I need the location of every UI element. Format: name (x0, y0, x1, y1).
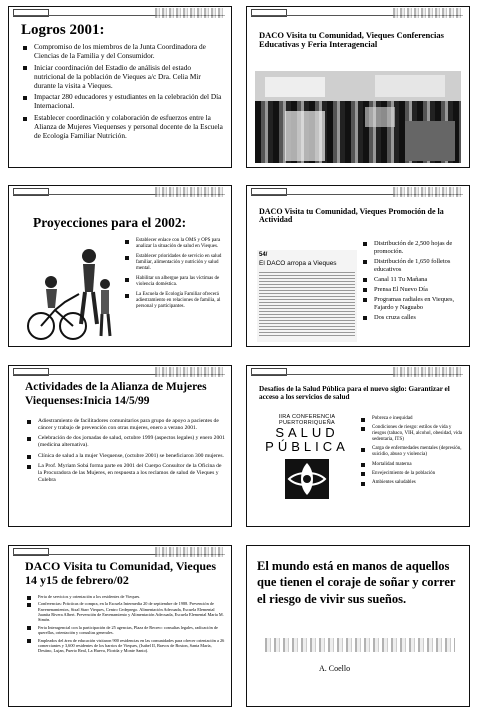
list-item: Establecer enlace con la OMS y OPS para analizar la situación de salud en Vieques. (125, 238, 225, 250)
bullet-list (27, 594, 225, 654)
quote-text: El mundo está en manos de aquellos que tienen el coraje de soñar y correr el riesgo de vivir sus sueños. (257, 559, 456, 606)
list-item: Distribución de 2,500 hojas de promoción. (363, 240, 465, 256)
slide-header-decoration (247, 186, 469, 198)
slide-title: DACO Visita tu Comunidad, Vieques Promoción de la Actividad (259, 207, 444, 225)
list-item: Impactar 280 educadores y estudiantes en la celebración del Día Internacional. (23, 93, 223, 111)
event-photo (255, 71, 461, 163)
bullet-list (363, 240, 465, 322)
salud-publica-logo (261, 414, 353, 520)
logo-line: SALUD (275, 425, 339, 440)
list-item: Feria Interagencial con la participación de 25 agencias, Plaza de Recreo: consultas legales, radicación de querellas, orientación y consultas generales. (27, 625, 225, 636)
slide-desafios (246, 365, 470, 527)
list-item: Celebración de dos jornadas de salud, octubre 1999 (aspectos legales) y enero 2001 (medicina alternativa). (27, 435, 225, 449)
slide-quote (246, 545, 470, 707)
list-item: Ambientes saludables (361, 480, 465, 486)
slide-title: DACO Visita tu Comunidad, Vieques Conferencias Educativas y Feria Interagencial (259, 30, 444, 49)
slide-daco-febrero (8, 545, 232, 707)
slide-header-decoration (9, 366, 231, 378)
list-item: Empleados del área de educación visitaron 900 residencias en las comunidades para ofrecer orientación a 26 comerciantes y 3,600 residentes de los barrios de Vieques, (Isabel II, Bravos de Boston, Santa María, Destino, Lujan, Puerto Real, La Hueva, Florida y Monte Santo). (27, 638, 225, 654)
bullet-list (125, 238, 225, 310)
slide-proyecciones (8, 185, 232, 347)
slide-header-decoration (9, 7, 231, 19)
slide-logros (8, 6, 232, 168)
list-item: Establecer prioridades de servicio en salud familiar, alimentación y nutrición y salud mental. (125, 254, 225, 272)
list-item: Programas radiales en Vieques, Fajardo y Naguabo (363, 296, 465, 312)
list-item: Dos cruza calles (363, 314, 465, 322)
slide-actividades (8, 365, 232, 527)
logo-line: PUERTORRIQUEÑA (279, 420, 335, 426)
clipping-tag: 54/ (259, 252, 268, 258)
newspaper-clipping (257, 250, 357, 342)
clipping-heading: El DACO arropa a Vieques (259, 260, 337, 267)
list-item: Habilitar un albergue para las víctimas de violencia doméstica. (125, 276, 225, 288)
bullet-list (361, 416, 465, 486)
bullet-list (27, 418, 225, 484)
list-item: Conferencias: Prácticas de compra, en la Escuela Intermedia 20 de septiembre de 1988. Prevención de Envenenamientos, Sixal Starr Vieques, Centro Cedeprego. Alimentación Adecuada, Escuela Elemental Juanita Rivera Albert. Prevención de Envenamiento y Alimentación Adecuada, Escuela Elemental María M. Simón. (27, 601, 225, 622)
clipping-body-text (259, 272, 355, 338)
bullet-list (23, 43, 223, 141)
slide-title: Desafíos de la Salud Pública para el nuevo siglo: Garantizar el acceso a los servicios de salud (259, 385, 450, 401)
slide-header-decoration (9, 546, 231, 558)
list-item: La Escuela de Ecología Familiar ofrecerá adiestramiento en relaciones de familia, al personal y participantes. (125, 292, 225, 310)
slide-daco-conferencias (246, 6, 470, 168)
list-item: Envejecimiento de la población (361, 471, 465, 477)
slide-title: DACO Visita tu Comunidad, Vieques 14 y15 de febrero/02 (25, 559, 217, 587)
list-item: Condiciones de riesgo: estilos de vida y riesgos (tabaco, VIH, alcohol, obesidad, vida sedentaria, ITS) (361, 425, 465, 443)
list-item: Clínica de salud a la mujer Viequense, (octubre 2001) se beneficiaron 300 mujeres. (27, 453, 225, 460)
quote-author: A. Coello (319, 664, 351, 673)
list-item: Mortalidad materna (361, 462, 465, 468)
slide-header-decoration (9, 186, 231, 198)
logo-line: PÚBLICA (265, 439, 349, 455)
list-item: Distribución de 1,650 folletos educativos (363, 258, 465, 274)
list-item: Pobreza e inequidad (361, 416, 465, 422)
list-item: Carga de enfermedades mentales (depresión, suicidio, abuso y violencia) (361, 446, 465, 458)
logo-emblem-icon (285, 459, 329, 499)
list-item: Adiestramiento de facilitadores comunitarios para grupo de apoyo a pacientes de cáncer y trabajo de prevención con otras mujeres, enero a verano 2001. (27, 418, 225, 432)
list-item: Iniciar coordinación del Estadio de análisis del estado nutricional de la población de Vieques a/c Dra. Celia Mir durante la visita a Vieques. (23, 64, 223, 91)
list-item: Canal 11 Tu Mañana (363, 276, 465, 284)
list-item: Prensa El Nuevo Día (363, 286, 465, 294)
list-item: Establecer coordinación y colaboración de esfuerzos entre la Alianza de Mujeres Viequenses y personal docente de la Escuela de Ecología Familiar Nutrición. (23, 114, 223, 141)
slide-title: Logros 2001: (21, 22, 105, 38)
slide-title: Proyecciones para el 2002: (33, 215, 187, 230)
slide-header-decoration (247, 7, 469, 19)
list-item: Compromiso de los miembros de la Junta Coordinadora de Ciencias de la Familia y del Consumidor. (23, 43, 223, 61)
quote-brush-decoration (265, 638, 455, 652)
list-item: La Prof. Myriam Sobá forma parte en 2001 del Cuerpo Consultor de la Oficina de la Procuradora de las Mujeres, en respuesta a los reclamos de salud de Vieques y Culebra (27, 463, 225, 484)
list-item: Feria de servicios y orientación a los residentes de Vieques. (27, 594, 225, 599)
slide-header-decoration (247, 366, 469, 378)
slide-title: Actividades de la Alianza de Mujeres Viequenses:Inicia 14/5/99 (25, 381, 207, 407)
slide-daco-promocion (246, 185, 470, 347)
logo-line: IIRA CONFERENCIA (278, 414, 336, 420)
family-bicycle-illustration (21, 244, 116, 342)
